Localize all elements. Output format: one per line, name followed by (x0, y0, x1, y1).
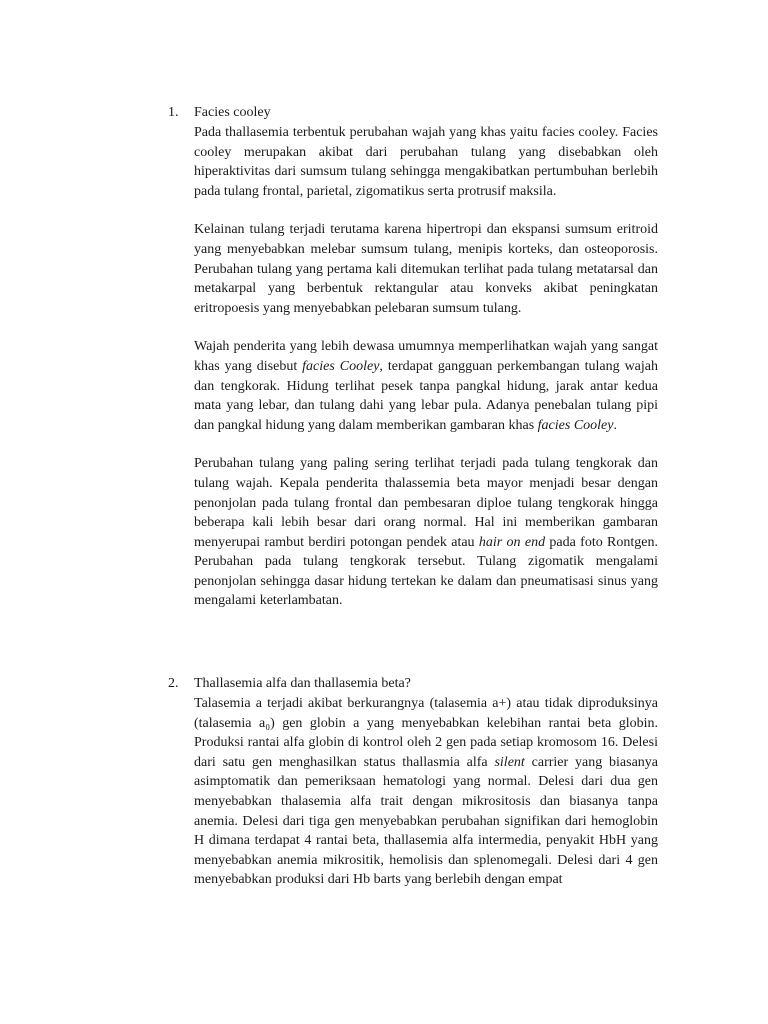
paragraph: Pada thallasemia terbentuk perubahan wajah yang khas yaitu facies cooley. Facies cooley merupakan akibat dari perubahan tulang yang disebabkan oleh hiperaktivitas dari sumsum tulang sehingga mengakibatkan pertumbuhan berlebih pada tulang frontal, parietal, zigomatikus serta protrusif maksila. (194, 125, 658, 199)
text-run: , terdapat gangguan perkembangan tulang wajah dan tengkorak. Hidung terlihat pesek tanpa pangkal hidung, jarak antar kedua mata yang lebar, dan tulang dahi yang lebar pula. Adanya penebalan tulang pipi dan pangkal hidung yang dalam memberikan gambaran khas (194, 358, 658, 433)
text-run: Wajah penderita yang lebih dewasa umumnya memperlihatkan wajah yang sangat khas yang disebut (194, 339, 658, 374)
paragraph (194, 454, 658, 611)
italic-term: silent (494, 754, 525, 770)
paragraph (194, 694, 658, 890)
paragraph: Kelainan tulang terjadi terutama karena hipertropi dan ekspansi sumsum eritroid yang menyebabkan melebar sumsum tulang, menipis korteks, dan osteoporosis. Perubahan tulang yang pertama kali ditemukan terlihat pada tulang metatarsal dan metakarpal yang berbentuk rektangular atau konveks akibat peningkatan eritropoesis yang menyebabkan pelebaran sumsum tulang. (194, 222, 658, 316)
text-run: carrier yang biasanya asimptomatik dan pemeriksaan hematologi yang normal. Delesi dari dua gen menyebabkan thalasemia alfa trait dengan mikrositosis dan biasanya tanpa anemia. Delesi dari tiga gen menyebabkan perubahan signifikan dari hemoglobin H dimana terdapat 4 rantai beta, thallasemia alfa intermedia, penyakit HbH yang menyebabkan anemia mikrositik, hemolisis dan splenomegali. Delesi dari 4 gen menyebabkan produksi dari Hb barts yang berlebih dengan empat (194, 754, 658, 888)
list-item-thallasemia-alfa-beta (168, 674, 658, 890)
list-item-heading (168, 674, 658, 694)
list-item-heading (168, 103, 658, 123)
italic-term: facies Cooley (302, 358, 380, 374)
text-run: . (613, 417, 617, 433)
text-run: Perubahan tulang yang paling sering terlihat terjadi pada tulang tengkorak dan tulang wajah. Kepala penderita thalassemia beta mayor menjadi besar dengan penonjolan pada tulang frontal dan pembesaran diploe tulang tengkorak hingga beberapa kali lebih besar dari orang normal. Hal ini memberikan gambaran menyerupai rambut berdiri potongan pendek atau (194, 456, 658, 550)
text-run: pada foto Rontgen. Perubahan pada tulang tengkorak tersebut. Tulang zigomatik mengalami penonjolan sehingga dasar hidung tertekan ke dalam dan pneumatisasi sinus yang mengalami keterlambatan. (194, 534, 658, 609)
list-number: 2. (168, 676, 179, 691)
italic-term: hair on end (478, 534, 546, 550)
paragraph (194, 337, 658, 435)
section-title: Facies cooley (194, 105, 271, 120)
list-number: 1. (168, 105, 179, 120)
italic-term: facies Cooley (537, 417, 614, 433)
list-item-facies-cooley (168, 103, 658, 611)
text-run: Talasemia a terjadi akibat berkurangnya (talasemia a+) atau tidak diproduksinya (talasemia a₀) gen globin a yang menyebabkan kelebihan rantai beta globin. Produksi rantai alfa globin di kontrol oleh 2 gen pada setiap kromosom 16. Delesi dari satu gen menghasilkan status thallasmia alfa (194, 696, 658, 770)
section-title: Thallasemia alfa dan thallasemia beta? (194, 676, 411, 691)
